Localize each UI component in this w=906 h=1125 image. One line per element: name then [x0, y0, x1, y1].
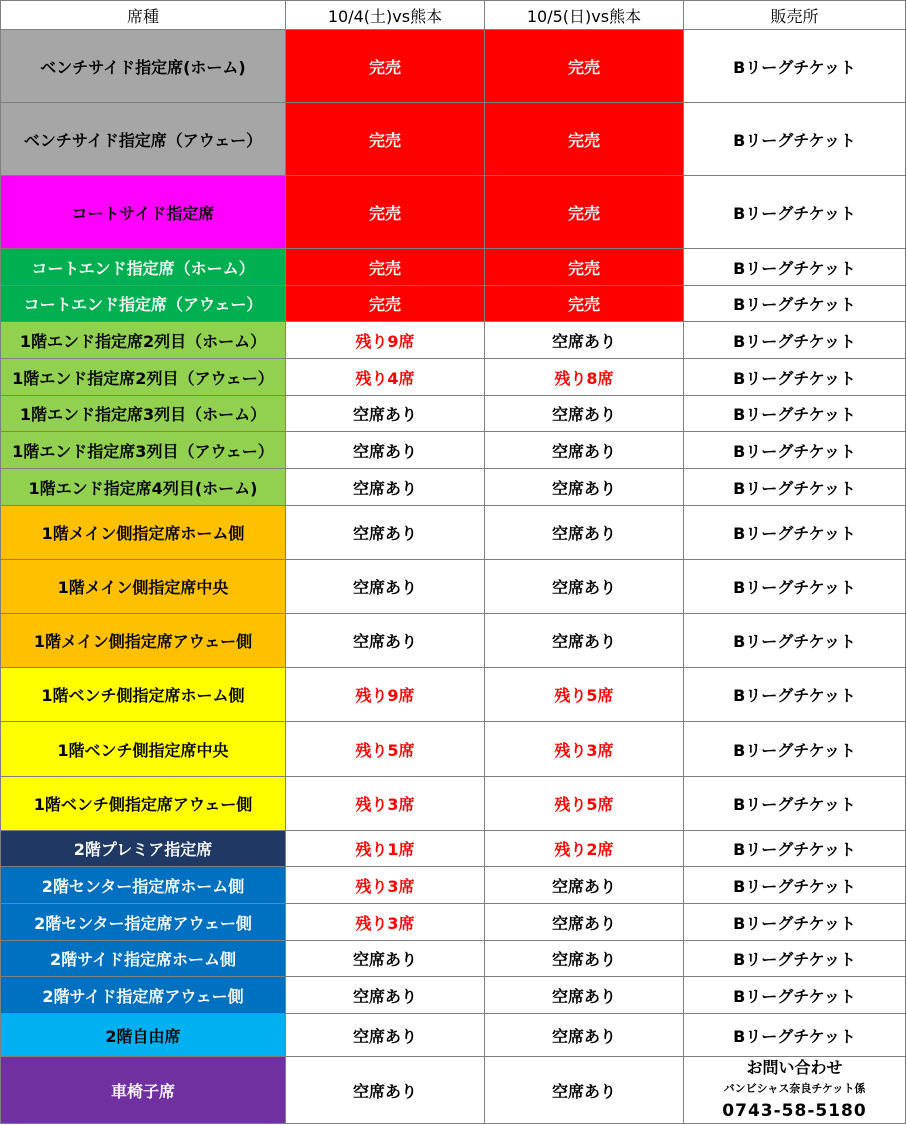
- game1-status: 空席あり: [286, 560, 485, 614]
- vendor-name: Bリーグチケット: [684, 777, 906, 831]
- game1-status: 空席あり: [286, 1057, 485, 1124]
- vendor-name: Bリーグチケット: [684, 249, 906, 286]
- table-row-wheelchair: [1, 1057, 906, 1124]
- inquiry-phone: 0743-58-5180: [722, 1101, 867, 1121]
- game1-status: 残り9席: [286, 322, 485, 359]
- game2-status: 空席あり: [485, 904, 684, 941]
- vendor-name: Bリーグチケット: [684, 668, 906, 722]
- game1-status: 完売: [286, 286, 485, 322]
- table-row: [1, 469, 906, 506]
- header-game1: 10/4(土)vs熊本: [286, 1, 485, 30]
- game2-status: 空席あり: [485, 506, 684, 560]
- game1-status: 空席あり: [286, 396, 485, 432]
- game2-status: 残り3席: [485, 722, 684, 777]
- table-row: [1, 506, 906, 560]
- game2-status: 残り2席: [485, 831, 684, 867]
- table-row: [1, 249, 906, 286]
- game1-status: 残り4席: [286, 359, 485, 396]
- vendor-name: Bリーグチケット: [684, 867, 906, 904]
- table-row: [1, 1014, 906, 1057]
- seat-name: コートサイド指定席: [1, 176, 286, 249]
- game1-status: 空席あり: [286, 432, 485, 469]
- inquiry-title: お問い合わせ: [746, 1058, 843, 1077]
- seat-name: 2階自由席: [1, 1014, 286, 1057]
- vendor-name: Bリーグチケット: [684, 506, 906, 560]
- table-row: [1, 176, 906, 249]
- table-row: [1, 103, 906, 176]
- game2-status: 完売: [485, 176, 684, 249]
- table-row: [1, 432, 906, 469]
- game2-status: 空席あり: [485, 1057, 684, 1124]
- game2-status: 残り5席: [485, 777, 684, 831]
- vendor-name: Bリーグチケット: [684, 831, 906, 867]
- table-row: [1, 977, 906, 1014]
- seat-name: 1階メイン側指定席中央: [1, 560, 286, 614]
- table-row: [1, 904, 906, 941]
- table-row: [1, 614, 906, 668]
- game2-status: 空席あり: [485, 560, 684, 614]
- table-row: [1, 722, 906, 777]
- seat-name: 2階サイド指定席ホーム側: [1, 941, 286, 977]
- game2-status: 空席あり: [485, 1014, 684, 1057]
- game2-status: 空席あり: [485, 432, 684, 469]
- game1-status: 空席あり: [286, 614, 485, 668]
- game2-status: 残り5席: [485, 668, 684, 722]
- game1-status: 空席あり: [286, 977, 485, 1014]
- game2-status: 完売: [485, 286, 684, 322]
- vendor-name: Bリーグチケット: [684, 30, 906, 103]
- table-row: [1, 867, 906, 904]
- game2-status: 完売: [485, 249, 684, 286]
- seat-name: 1階メイン側指定席ホーム側: [1, 506, 286, 560]
- game1-status: 完売: [286, 249, 485, 286]
- vendor-name: Bリーグチケット: [684, 103, 906, 176]
- vendor-name: Bリーグチケット: [684, 469, 906, 506]
- game2-status: 空席あり: [485, 322, 684, 359]
- vendor-name: Bリーグチケット: [684, 614, 906, 668]
- seat-name: 2階センター指定席アウェー側: [1, 904, 286, 941]
- seat-name: コートエンド指定席（ホーム）: [1, 249, 286, 286]
- seat-name: ベンチサイド指定席(ホーム): [1, 30, 286, 103]
- seat-name: 2階プレミア指定席: [1, 831, 286, 867]
- seat-name: ベンチサイド指定席（アウェー）: [1, 103, 286, 176]
- game1-status: 残り3席: [286, 777, 485, 831]
- vendor-name: Bリーグチケット: [684, 904, 906, 941]
- seat-name: 1階ベンチ側指定席アウェー側: [1, 777, 286, 831]
- table-row: [1, 831, 906, 867]
- vendor-name: Bリーグチケット: [684, 359, 906, 396]
- game1-status: 空席あり: [286, 469, 485, 506]
- seat-name: 1階エンド指定席4列目(ホーム): [1, 469, 286, 506]
- seat-name: 2階サイド指定席アウェー側: [1, 977, 286, 1014]
- seat-name: 1階エンド指定席2列目（ホーム）: [1, 322, 286, 359]
- vendor-name: Bリーグチケット: [684, 432, 906, 469]
- game1-status: 完売: [286, 176, 485, 249]
- table-row: [1, 286, 906, 322]
- game2-status: 空席あり: [485, 977, 684, 1014]
- game1-status: 空席あり: [286, 941, 485, 977]
- header-seat-type: 席種: [1, 1, 286, 30]
- seat-name: 1階エンド指定席2列目（アウェー）: [1, 359, 286, 396]
- seat-name: 1階エンド指定席3列目（アウェー）: [1, 432, 286, 469]
- table-row: [1, 359, 906, 396]
- seat-name: 1階エンド指定席3列目（ホーム）: [1, 396, 286, 432]
- game1-status: 完売: [286, 103, 485, 176]
- table-row: [1, 668, 906, 722]
- game1-status: 完売: [286, 30, 485, 103]
- vendor-name: Bリーグチケット: [684, 322, 906, 359]
- game2-status: 空席あり: [485, 614, 684, 668]
- game1-status: 残り1席: [286, 831, 485, 867]
- seat-name: 1階ベンチ側指定席ホーム側: [1, 668, 286, 722]
- game2-status: 空席あり: [485, 469, 684, 506]
- vendor-name: Bリーグチケット: [684, 396, 906, 432]
- table-row: [1, 396, 906, 432]
- inquiry-cell: [684, 1057, 906, 1124]
- game2-status: 空席あり: [485, 867, 684, 904]
- table-row: [1, 30, 906, 103]
- game1-status: 残り9席: [286, 668, 485, 722]
- inquiry-org: バンビシャス奈良チケット係: [723, 1082, 866, 1095]
- vendor-name: Bリーグチケット: [684, 1014, 906, 1057]
- game2-status: 残り8席: [485, 359, 684, 396]
- table-row: [1, 941, 906, 977]
- vendor-name: Bリーグチケット: [684, 977, 906, 1014]
- header-game2: 10/5(日)vs熊本: [485, 1, 684, 30]
- seat-name: 2階センター指定席ホーム側: [1, 867, 286, 904]
- table-row: [1, 777, 906, 831]
- vendor-name: Bリーグチケット: [684, 286, 906, 322]
- game1-status: 残り3席: [286, 904, 485, 941]
- seat-name: 車椅子席: [1, 1057, 286, 1124]
- game1-status: 空席あり: [286, 1014, 485, 1057]
- table-row: [1, 322, 906, 359]
- vendor-name: Bリーグチケット: [684, 560, 906, 614]
- seat-name: 1階メイン側指定席アウェー側: [1, 614, 286, 668]
- seat-name: 1階ベンチ側指定席中央: [1, 722, 286, 777]
- header-vendor: 販売所: [684, 1, 906, 30]
- vendor-name: Bリーグチケット: [684, 722, 906, 777]
- game2-status: 空席あり: [485, 941, 684, 977]
- vendor-name: Bリーグチケット: [684, 941, 906, 977]
- game1-status: 残り5席: [286, 722, 485, 777]
- seat-name: コートエンド指定席（アウェー）: [1, 286, 286, 322]
- game1-status: 残り3席: [286, 867, 485, 904]
- vendor-name: Bリーグチケット: [684, 176, 906, 249]
- game1-status: 空席あり: [286, 506, 485, 560]
- game2-status: 完売: [485, 103, 684, 176]
- table-row: [1, 560, 906, 614]
- game2-status: 空席あり: [485, 396, 684, 432]
- header-row: [1, 1, 906, 30]
- game2-status: 完売: [485, 30, 684, 103]
